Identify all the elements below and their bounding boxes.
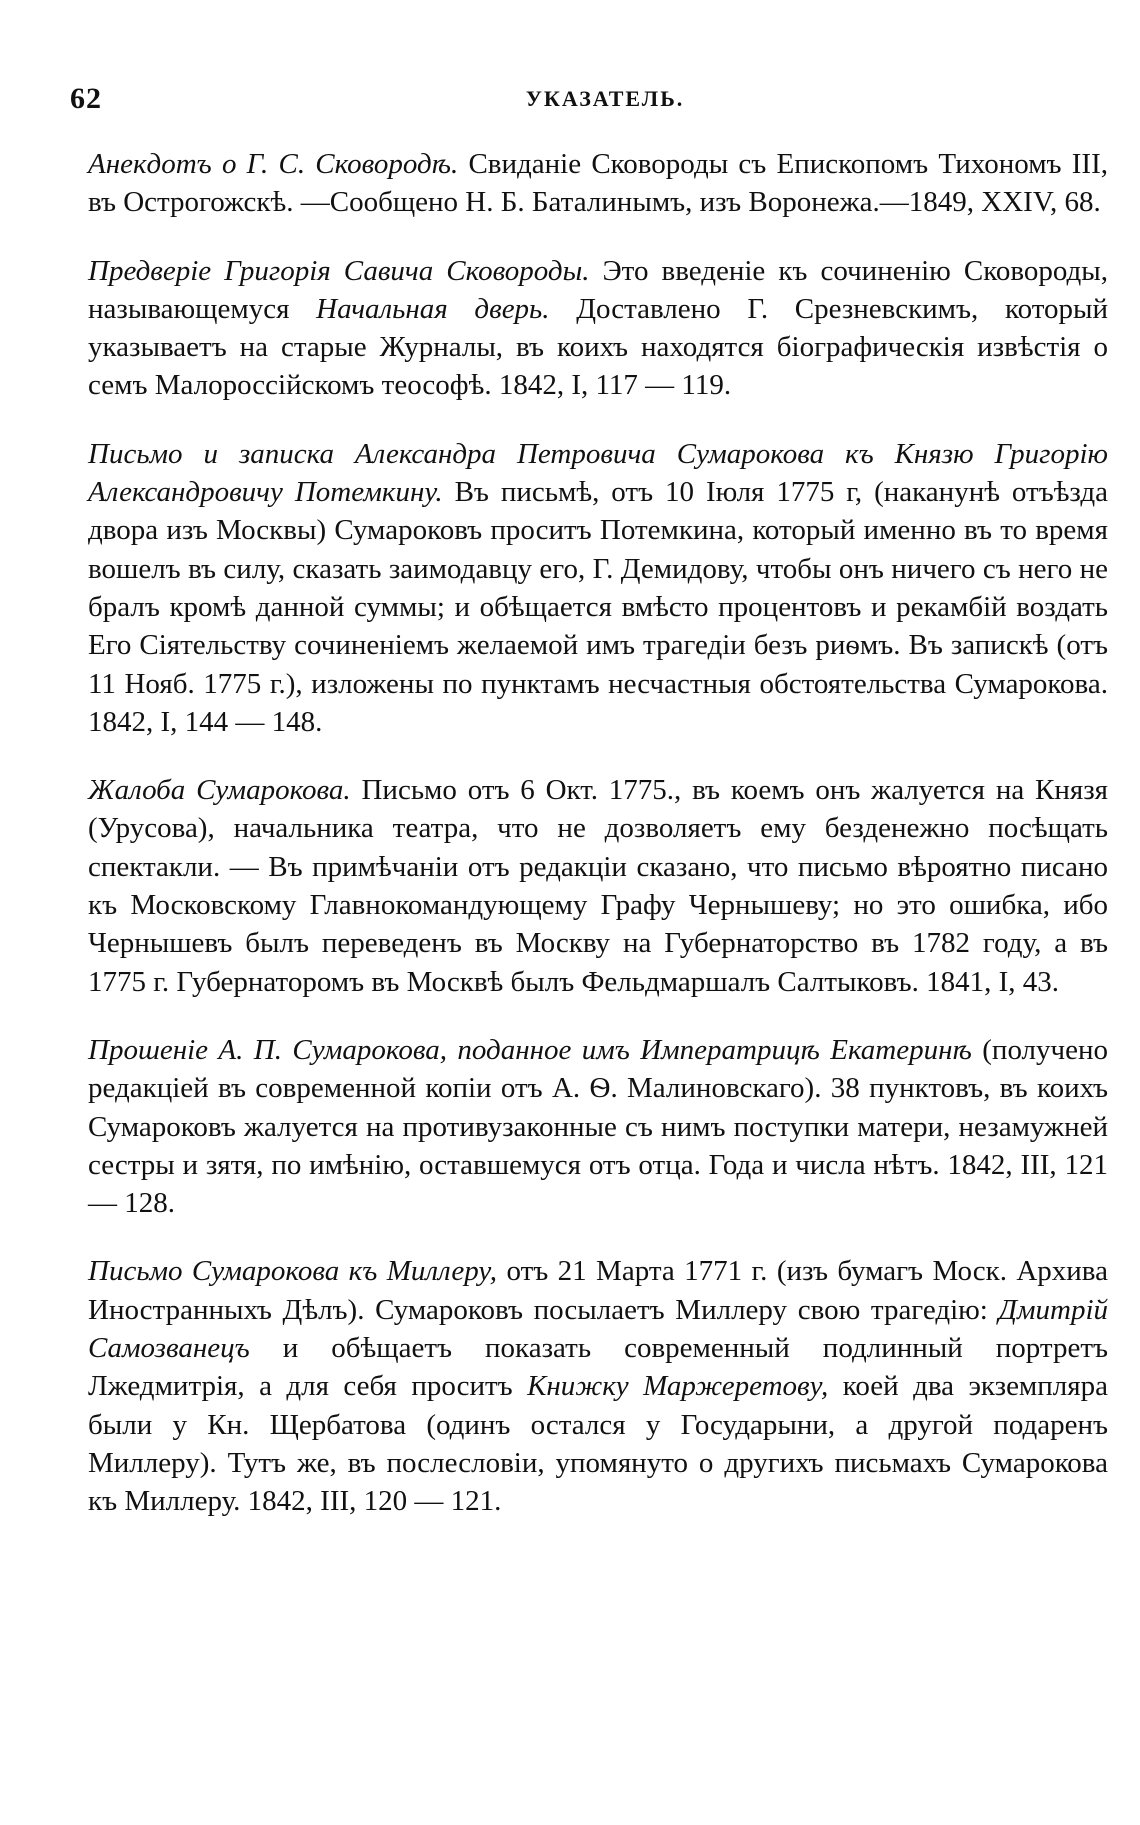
- entry-body: Въ письмѣ, отъ 10 Іюля 1775 г, (наканунѣ отъѣзда двора изъ Москвы) Сумароковъ проситъ Потемкина, который именно въ то время вошелъ въ силу, сказать заимодавцу его, Г. Демидову, чтобы онъ ничего съ него не бралъ кромѣ данной суммы; и обѣщается вмѣсто процентовъ и рекамбій воздать Его Сіятельству сочиненіемъ желаемой имъ трагедіи безъ риѳмъ. Въ запискѣ (отъ 11 Нояб. 1775 г.), изложены по пунктамъ несчастныя обстоятельства Сумарокова. 1842, I, 144 — 148.: [88, 476, 1108, 738]
- entry-title: Предверіе Григорія Савича Сковороды.: [88, 254, 590, 287]
- entry-body: отъ 21 Марта 1771 г. (изъ бумагъ Моск. Архива Иностранныхъ Дѣлъ). Сумароковъ посылаетъ Миллеру свою трагедію:: [88, 1255, 1108, 1326]
- index-entry-sumarokov-petition: [88, 1031, 1108, 1222]
- entry-title: Письмо и записка Александра Петровича Сумарокова къ Князю Григорію Александровичу Потемкину.: [88, 437, 1108, 509]
- index-entry-skovoroda-predverie: [88, 252, 1108, 405]
- running-head: [70, 82, 1100, 122]
- entry-title: Жалоба Сумарокова.: [88, 774, 351, 807]
- index-entry-sumarokov-letter-miller: [88, 1252, 1108, 1520]
- index-entries: [88, 145, 1108, 1551]
- index-entry-sumarokov-letter-potemkin: [88, 435, 1108, 741]
- entry-title: Прошеніе А. П. Сумарокова, поданное имъ Императрицѣ Екатеринѣ: [88, 1033, 972, 1066]
- entry-body: (получено редакціей въ современной копіи отъ А. Ѳ. Малиновскаго). 38 пунктовъ, въ коихъ Сумароковъ жалуется на противузаконные съ нимъ поступки матери, незамужней сестры и зятя, по имѣнію, оставшемуся отъ отца. Года и числа нѣтъ. 1842, III, 121 — 128.: [88, 1033, 1109, 1220]
- entry-body: Это введеніе къ сочиненію Сковороды, называющемуся: [88, 254, 1108, 325]
- entry-body: Письмо отъ 6 Окт. 1775., въ коемъ онъ жалуется на Князя (Урусова), начальника театра, что не дозволяетъ ему безденежно посѣщать спектакли. — Въ примѣчаніи отъ редакціи сказано, что письмо вѣроятно писано къ Московскому Главнокомандующему Графу Чернышеву; но это ошибка, ибо Чернышевъ былъ переведенъ въ Москву на Губернаторство въ 1782 году, а въ 1775 г. Губернаторомъ въ Москвѣ былъ Фельдмаршалъ Салтыковъ. 1841, I, 43.: [88, 774, 1109, 998]
- page-heading: УКАЗАТЕЛЬ.: [525, 86, 685, 111]
- entry-emphasis: Начальная дверь.: [316, 292, 550, 325]
- index-entry-sumarokov-complaint: [88, 771, 1108, 1001]
- page-number: 62: [70, 82, 102, 115]
- entry-body: и обѣщаетъ показать современный подлинный портретъ Лжедмитрія, а для себя проситъ: [88, 1332, 1108, 1403]
- entry-emphasis: Дмитрій Самозванецъ: [88, 1293, 1109, 1365]
- entry-body: Доставлено Г. Срезневскимъ, который указываетъ на старые Журналы, въ коихъ находятся біографическія извѣстія о семъ Малороссійскомъ теософѣ. 1842, I, 117 — 119.: [88, 292, 1108, 402]
- entry-title: Письмо Сумарокова къ Миллеру,: [88, 1255, 498, 1288]
- entry-body: Свиданіе Сковороды съ Епископомъ Тихономъ III, въ Острогожскѣ. —Сообщено Н. Б. Баталинымъ, изъ Воронежа.—1849, XXIV, 68.: [88, 148, 1108, 219]
- entry-title: Анекдотъ о Г. С. Сковородѣ.: [88, 148, 459, 180]
- entry-body: коей два экземпляра были у Кн. Щербатова (одинъ остался у Государыни, а другой подаренъ Миллеру). Тутъ же, въ послесловіи, упомянуто о другихъ письмахъ Сумарокова къ Миллеру. 1842, III, 120 — 121.: [88, 1370, 1108, 1518]
- index-entry-skovoroda-anecdote: [88, 145, 1108, 222]
- entry-emphasis: Книжку Маржеретову,: [527, 1370, 829, 1403]
